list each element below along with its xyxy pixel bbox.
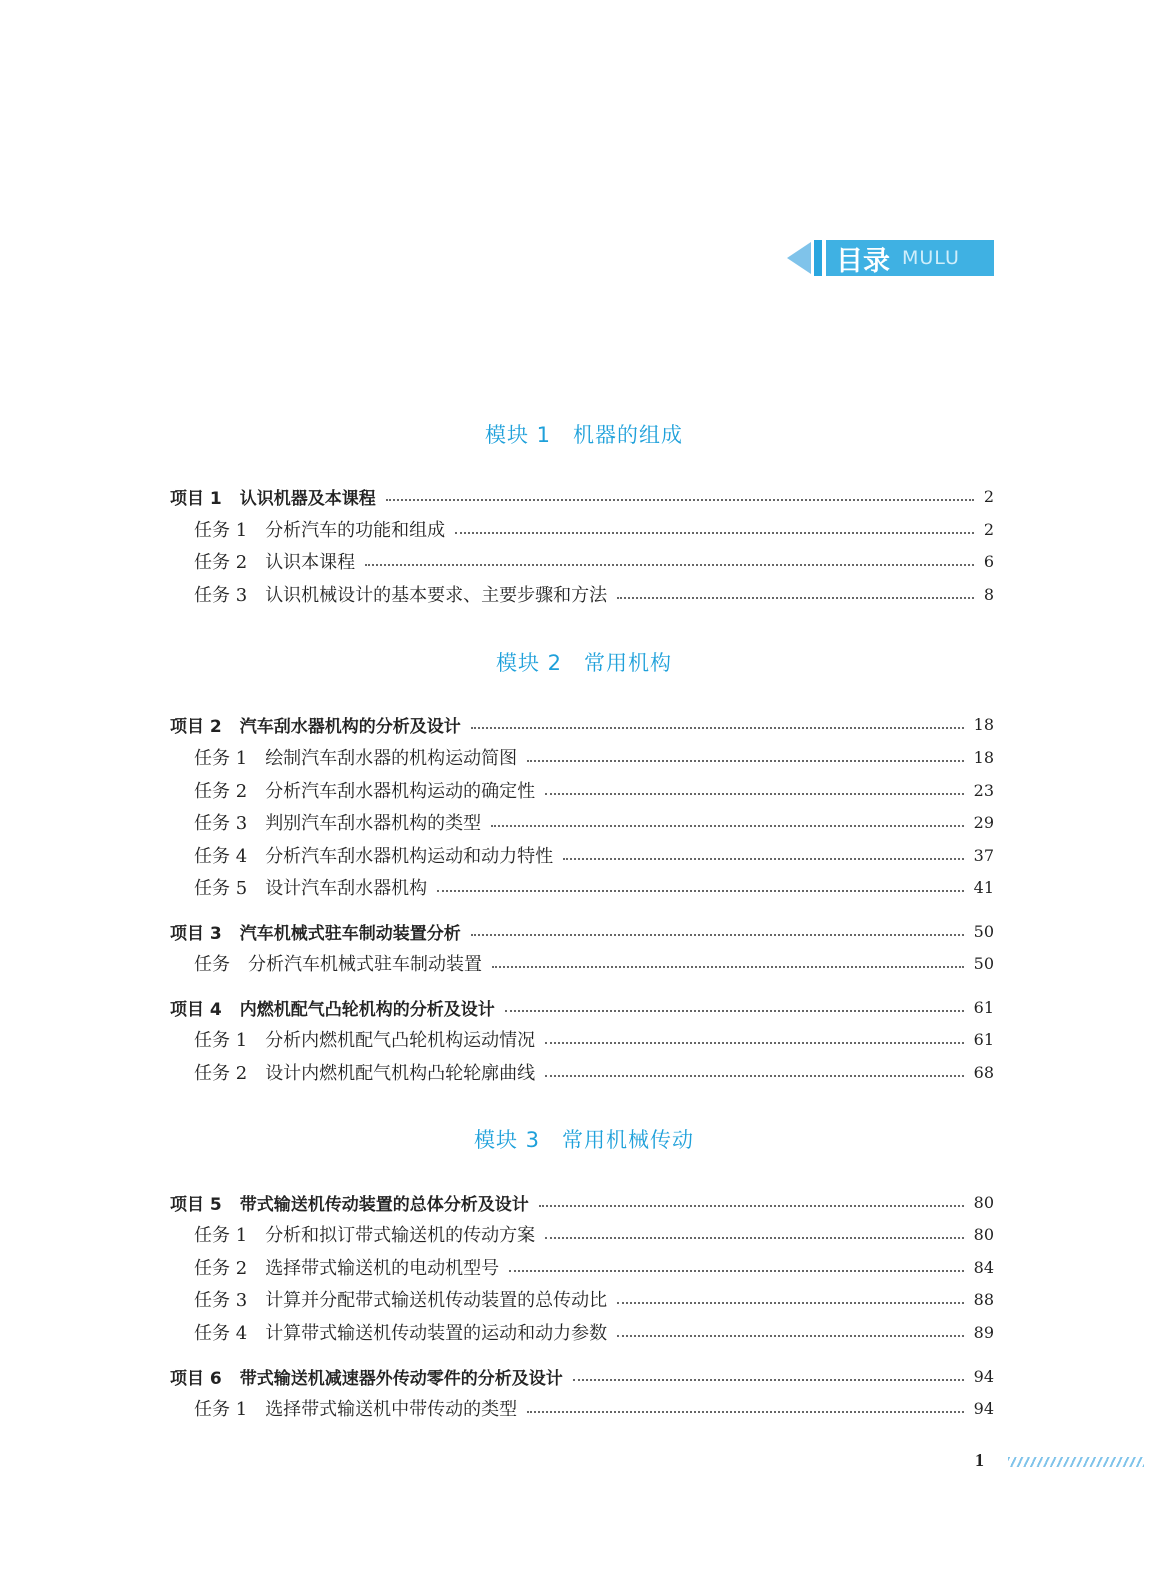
entry-label: 任务 1 bbox=[194, 1030, 248, 1051]
entry-title: 汽车机械式驻车制动装置分析 bbox=[239, 923, 461, 944]
toc-entry-project[interactable] bbox=[170, 917, 994, 945]
entry-title: 分析汽车的功能和组成 bbox=[265, 520, 446, 541]
toc-entry-task[interactable] bbox=[170, 743, 994, 771]
entry-title: 认识机器及本课程 bbox=[239, 488, 376, 509]
leader-dots bbox=[505, 1010, 964, 1012]
leader-dots bbox=[509, 1270, 963, 1272]
footer-stripes-decoration bbox=[1008, 1457, 1144, 1467]
leader-dots bbox=[365, 564, 974, 566]
leader-dots bbox=[491, 825, 963, 827]
toc-entry-task[interactable] bbox=[170, 873, 994, 901]
entry-label: 项目 4 bbox=[170, 999, 222, 1020]
leader-dots bbox=[545, 1042, 963, 1044]
toc-entry-task[interactable] bbox=[170, 547, 994, 575]
entry-page: 84 bbox=[973, 1257, 994, 1277]
toc-entry-task[interactable] bbox=[170, 1220, 994, 1248]
toc-entry-task[interactable] bbox=[170, 1253, 994, 1281]
module-title: 模块 3 常用机械传动 bbox=[473, 1128, 695, 1152]
entry-page: 50 bbox=[973, 953, 994, 973]
leader-dots bbox=[617, 1335, 963, 1337]
entry-label: 任务 5 bbox=[194, 878, 248, 899]
leader-dots bbox=[527, 1411, 963, 1413]
entry-page: 94 bbox=[973, 1366, 994, 1386]
entry-title: 分析汽车机械式驻车制动装置 bbox=[248, 954, 482, 975]
entry-label: 项目 1 bbox=[170, 488, 222, 509]
toc-title-pinyin: MULU bbox=[902, 247, 960, 269]
entry-page: 8 bbox=[983, 584, 994, 604]
entry-label: 任务 3 bbox=[194, 813, 248, 834]
entry-page: 6 bbox=[983, 551, 994, 571]
arrow-left-icon bbox=[787, 242, 811, 274]
entry-label: 项目 2 bbox=[170, 716, 222, 737]
toc-entry-task[interactable] bbox=[170, 1318, 994, 1346]
entry-title: 分析和拟订带式输送机的传动方案 bbox=[265, 1225, 536, 1246]
entry-page: 89 bbox=[973, 1322, 994, 1342]
entry-page: 2 bbox=[983, 486, 994, 506]
entry-title: 选择带式输送机的电动机型号 bbox=[265, 1258, 500, 1279]
entry-label: 项目 6 bbox=[170, 1368, 222, 1389]
toc-entry-project[interactable] bbox=[170, 993, 994, 1021]
leader-dots bbox=[573, 1379, 964, 1381]
toc-entry-task[interactable] bbox=[170, 515, 994, 543]
toc-title: 目录 bbox=[836, 245, 890, 277]
entry-title: 分析内燃机配气凸轮机构运动情况 bbox=[265, 1030, 536, 1051]
leader-dots bbox=[617, 597, 974, 599]
entry-page: 18 bbox=[973, 747, 994, 767]
entry-title: 汽车刮水器机构的分析及设计 bbox=[239, 716, 461, 737]
leader-dots bbox=[545, 793, 963, 795]
toc-header bbox=[787, 236, 997, 280]
toc-entry-task[interactable] bbox=[170, 1285, 994, 1313]
toc-entry-project[interactable] bbox=[170, 710, 994, 738]
toc-entry-task[interactable] bbox=[170, 580, 994, 608]
entry-title: 分析汽车刮水器机构运动的确定性 bbox=[265, 781, 536, 802]
entry-label: 任务 2 bbox=[194, 1063, 248, 1084]
header-bar-decoration bbox=[814, 240, 822, 276]
entry-label: 任务 3 bbox=[194, 1290, 248, 1311]
leader-dots bbox=[471, 727, 964, 729]
toc-title-box bbox=[826, 240, 994, 276]
entry-page: 80 bbox=[973, 1192, 994, 1212]
entry-title: 计算并分配带式输送机传动装置的总传动比 bbox=[265, 1290, 608, 1311]
entry-title: 设计汽车刮水器机构 bbox=[265, 878, 428, 899]
entry-title: 绘制汽车刮水器的机构运动简图 bbox=[265, 748, 518, 769]
module-title: 模块 1 机器的组成 bbox=[484, 423, 684, 447]
leader-dots bbox=[455, 532, 974, 534]
leader-dots bbox=[545, 1237, 963, 1239]
entry-label: 任务 4 bbox=[194, 846, 248, 867]
leader-dots bbox=[386, 499, 974, 501]
entry-page: 68 bbox=[973, 1062, 994, 1082]
leader-dots bbox=[492, 966, 964, 968]
leader-dots bbox=[471, 934, 964, 936]
entry-page: 41 bbox=[973, 877, 994, 897]
entry-title: 分析汽车刮水器机构运动和动力特性 bbox=[265, 846, 554, 867]
entry-page: 94 bbox=[973, 1398, 994, 1418]
toc-entry-task[interactable] bbox=[170, 776, 994, 804]
toc-entry-task[interactable] bbox=[170, 808, 994, 836]
entry-page: 61 bbox=[973, 997, 994, 1017]
entry-page: 88 bbox=[973, 1289, 994, 1309]
toc-entry-task[interactable] bbox=[170, 949, 994, 977]
toc-entry-project[interactable] bbox=[170, 1188, 994, 1216]
entry-label: 项目 3 bbox=[170, 923, 222, 944]
entry-label: 任务 4 bbox=[194, 1323, 248, 1344]
leader-dots bbox=[563, 858, 963, 860]
entry-label: 任务 2 bbox=[194, 1258, 248, 1279]
entry-page: 37 bbox=[973, 845, 994, 865]
module-title: 模块 2 常用机构 bbox=[495, 651, 673, 675]
entry-label: 任务 2 bbox=[194, 781, 248, 802]
leader-dots bbox=[437, 890, 963, 892]
toc-entry-task[interactable] bbox=[170, 1058, 994, 1086]
entry-page: 23 bbox=[973, 780, 994, 800]
entry-title: 内燃机配气凸轮机构的分析及设计 bbox=[239, 999, 495, 1020]
leader-dots bbox=[527, 760, 963, 762]
entry-title: 设计内燃机配气机构凸轮轮廓曲线 bbox=[265, 1063, 536, 1084]
entry-label: 任务 bbox=[194, 954, 230, 975]
entry-title: 判别汽车刮水器机构的类型 bbox=[265, 813, 482, 834]
entry-title: 认识机械设计的基本要求、主要步骤和方法 bbox=[265, 585, 608, 606]
toc-entry-task[interactable] bbox=[170, 1394, 994, 1422]
entry-label: 任务 1 bbox=[194, 1399, 248, 1420]
page-number: 1 bbox=[975, 1450, 984, 1470]
entry-page: 61 bbox=[973, 1029, 994, 1049]
entry-title: 计算带式输送机传动装置的运动和动力参数 bbox=[265, 1323, 608, 1344]
entry-page: 50 bbox=[973, 921, 994, 941]
toc-entry-task[interactable] bbox=[170, 1025, 994, 1053]
entry-title: 带式输送机传动装置的总体分析及设计 bbox=[239, 1194, 529, 1215]
entry-label: 任务 3 bbox=[194, 585, 248, 606]
entry-label: 任务 1 bbox=[194, 748, 248, 769]
toc-entry-task[interactable] bbox=[170, 841, 994, 869]
entry-label: 项目 5 bbox=[170, 1194, 222, 1215]
toc-entry-project[interactable] bbox=[170, 482, 994, 510]
entry-title: 带式输送机减速器外传动零件的分析及设计 bbox=[239, 1368, 563, 1389]
entry-label: 任务 2 bbox=[194, 552, 248, 573]
leader-dots bbox=[545, 1075, 963, 1077]
entry-title: 认识本课程 bbox=[265, 552, 356, 573]
entry-page: 29 bbox=[973, 812, 994, 832]
entry-label: 任务 1 bbox=[194, 520, 248, 541]
entry-label: 任务 1 bbox=[194, 1225, 248, 1246]
toc-entry-project[interactable] bbox=[170, 1362, 994, 1390]
entry-title: 选择带式输送机中带传动的类型 bbox=[265, 1399, 518, 1420]
entry-page: 2 bbox=[983, 519, 994, 539]
leader-dots bbox=[539, 1205, 964, 1207]
entry-page: 18 bbox=[973, 714, 994, 734]
entry-page: 80 bbox=[973, 1224, 994, 1244]
leader-dots bbox=[617, 1302, 963, 1304]
